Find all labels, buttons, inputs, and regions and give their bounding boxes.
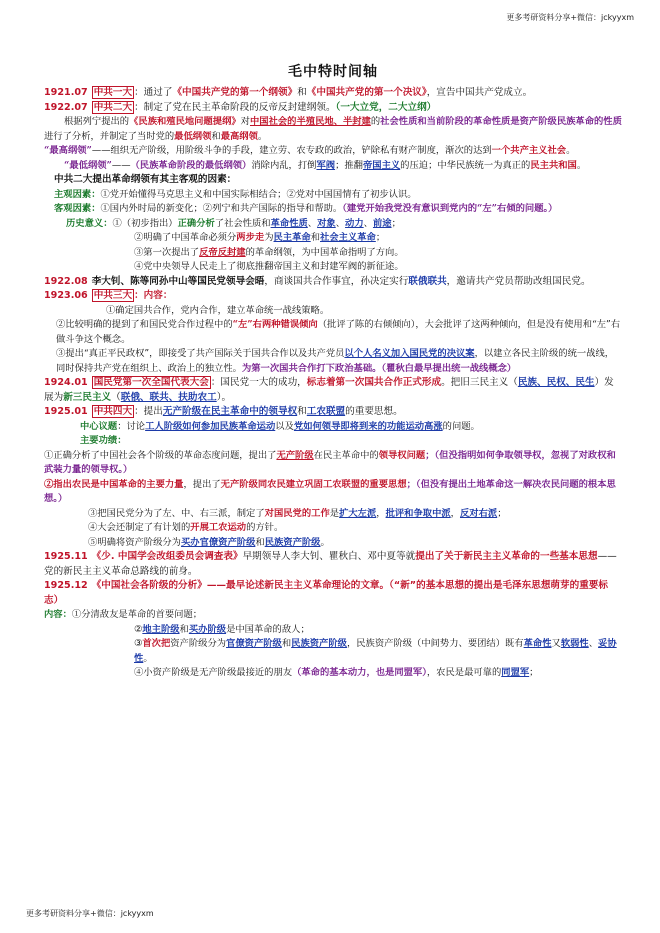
text: 以及 <box>275 420 294 432</box>
text: 和 <box>211 130 221 142</box>
text: ：通过了 <box>134 87 173 98</box>
text: 的革命纲领，为中国革命指明了方向。 <box>245 246 404 258</box>
highlight: （民族革命阶段的最低纲领） <box>130 159 252 171</box>
objective-factors <box>44 202 622 217</box>
highlight: 新三民主义 <box>63 391 112 403</box>
text: ：国民党一大的成功， <box>210 377 307 388</box>
entry-1921-07 <box>44 86 622 101</box>
analysis-content-3 <box>44 637 622 666</box>
text: 为 <box>264 232 274 243</box>
event-tag: 中共二大 <box>93 101 133 113</box>
achievement-1 <box>44 449 622 478</box>
highlight: 妥协性 <box>134 638 617 664</box>
highlight: 军阀 <box>316 159 336 171</box>
text: 。 <box>320 536 330 548</box>
highlight: 无产阶级同农民建立巩固工农联盟的重要思想 <box>220 478 407 490</box>
entry-1924-01 <box>44 376 622 405</box>
achievement-3 <box>44 507 622 522</box>
highlight: ；（但没指明如何争取领导权，忽视了对政权和武装力量的领导权。） <box>44 449 616 475</box>
text: 是 <box>329 507 340 519</box>
highlight: 一个共产主义社会 <box>491 145 567 156</box>
label: 主观因素： <box>54 188 101 200</box>
text: ：提出 <box>134 406 163 417</box>
highlight: 反帝反封建 <box>199 246 246 258</box>
text: 对 <box>240 116 250 127</box>
text: 资产阶级分为 <box>170 638 227 649</box>
highlight: “最高纲领” <box>44 145 92 156</box>
highlight: 中国社会的半殖民地、半封建 <box>249 116 371 127</box>
text: 。 <box>576 159 587 171</box>
paragraph-background <box>44 115 622 144</box>
text: ； <box>497 507 507 519</box>
highlight: 地主阶级 <box>142 623 180 635</box>
achievement-4 <box>44 521 622 536</box>
text: 消除内乱，打倒 <box>251 159 317 171</box>
text: （批评了陈的右倾倾向），大会批评了这两种倾向，但是没有使用和“左”右做斗争这个概念。 <box>56 319 621 345</box>
entry-date: 1923.06 <box>44 290 88 301</box>
highlight: 买办阶级 <box>188 623 227 635</box>
text: ——党的新民主主义革命总路线的前身。 <box>44 551 617 577</box>
highlight: （革命的基本动力，也是同盟军） <box>292 667 427 678</box>
text: 和 <box>179 623 189 635</box>
highlight: 提出了关于新民主主义革命的一些基本思想 <box>415 551 598 562</box>
text: ，提出了 <box>183 478 221 490</box>
hist-item-4: ④党中央领导人民走上了彻底推翻帝国主义和封建军阀的新征途。 <box>134 261 404 272</box>
text: ）发展为 <box>44 377 614 403</box>
text: 了社会性质和 <box>214 217 271 229</box>
text: 、 <box>363 217 373 229</box>
entry-date: 1921.07 <box>44 87 88 98</box>
highlight: 最高纲领 <box>220 130 258 142</box>
analysis-content-4 <box>44 666 622 681</box>
highlight: 社会性质和当前阶段的革命性质是资产阶级民族革命的性质 <box>380 116 622 127</box>
hist-item-3 <box>44 246 622 261</box>
highlight: 为第一次国共合作打下政治基础。 <box>241 362 382 374</box>
highlight: 软弱性 <box>560 638 589 649</box>
highlight: 无产阶级 <box>276 449 314 461</box>
entry-1925-01 <box>44 405 622 420</box>
highlight: 最低纲领 <box>174 130 212 142</box>
text: —— <box>111 159 131 171</box>
text: 。把旧三民主义（ <box>441 377 518 388</box>
highlight: 《民族和殖民地问题提纲》 <box>129 116 241 127</box>
highlight: 《中国共产党的第一个纲领》 <box>172 87 298 98</box>
text: ③提出“真正平民政权”，即接受了共产国际关于国共合作以及共产党员 <box>56 348 345 359</box>
highlight: 民主共和国 <box>530 159 577 171</box>
highlight: 扩大左派 <box>339 507 377 519</box>
text: ③把国民党分为了左、中、右三派，制定了 <box>88 507 265 519</box>
text: ②比较明确的提到了和国民党合作过程中的 <box>56 319 233 330</box>
entry-1922-08 <box>44 275 622 290</box>
text: ，民族资产阶级（中间势力、要团结）既有 <box>346 638 524 649</box>
text: ）。 <box>216 391 232 403</box>
achievements-label: 主要功绩： <box>80 435 127 446</box>
text: ——组织无产阶级，用阶级斗争的手段，建立劳、农专政的政治，铲除私有财产制度，渐次的达到 <box>91 145 492 156</box>
text: ，邀请共产党员帮助改组国民党。 <box>446 275 591 287</box>
text: ①正确分析了中国社会各个阶级的革命态度问题，提出了 <box>44 449 277 461</box>
text: 和 <box>255 536 265 548</box>
entry-date: 1922.08 <box>44 275 88 287</box>
text: ； <box>375 232 386 243</box>
highlight: 对国民党的工作 <box>264 507 330 519</box>
text: ② <box>134 623 143 635</box>
text: 根据列宁提出的 <box>64 116 130 127</box>
highlight: 前途 <box>372 217 392 229</box>
item-1: ①确定国共合作，党内合作，建立革命统一战线策略。 <box>106 304 330 316</box>
highlight: 革命性 <box>523 638 552 649</box>
text: 和 <box>297 87 307 98</box>
highlight: 《中国社会各阶级的分析》——最早论述新民主主义革命理论的文章。 <box>91 580 390 591</box>
text: 、 <box>307 217 318 229</box>
subjective-factors <box>44 188 622 203</box>
text: ，以建立各民主阶级的统一战线，同时保持共产党在组织上、政治上的独立性。 <box>56 348 615 374</box>
page-title: 毛中特时间轴 <box>288 64 378 80</box>
highlight: 民族、民权、民生 <box>517 377 595 388</box>
text: ， <box>376 507 386 519</box>
text: ，商谈国共合作事宜，孙决定实行 <box>264 275 409 287</box>
text: 。 <box>566 145 576 156</box>
highlight: ；（但没有提出土地革命这一解决农民问题的根本思想。） <box>44 478 616 504</box>
achievement-2 <box>44 478 622 507</box>
event-tag: 中共四大 <box>93 406 133 417</box>
text: ③第一次提出了 <box>134 246 200 258</box>
entry-1925-12 <box>44 579 622 608</box>
highlight: 工人阶级如何参加民族革命运动 <box>145 420 276 432</box>
event-tag: 国民党第一次全国代表大会 <box>93 377 209 388</box>
highlight: （一大立党，二大立纲） <box>335 101 437 113</box>
paragraph-max-program <box>44 144 622 159</box>
label: 历史意义： <box>66 217 113 229</box>
text: ④小资产阶级是无产阶级最接近的朋友 <box>134 667 293 678</box>
label: 中心议题 <box>80 420 118 432</box>
text: ；推翻 <box>335 159 363 171</box>
text: ①国内外时局的新变化；②列宁和共产国际的指导和帮助。 <box>100 203 343 214</box>
highlight: 党如何领导即将到来的功能运动高涨 <box>293 420 443 432</box>
text: ⑤明确将资产阶级分为 <box>88 536 181 548</box>
paragraph-min-program <box>44 159 622 174</box>
highlight: 官僚资产阶级 <box>226 638 282 649</box>
highlight: 开展工农运动 <box>190 522 247 533</box>
text: ：制定了党在民主革命阶段的反帝反封建纲领。 <box>134 101 336 113</box>
highlight: 民族资产阶级 <box>264 536 321 548</box>
entry-date: 1925.12 <box>44 580 88 591</box>
highlight: 联俄联共 <box>408 275 447 287</box>
highlight: 买办官僚资产阶级 <box>180 536 256 548</box>
text: ①党开始懂得马克思主义和中国实际相结合；②党对中国国情有了初步认识。 <box>100 188 417 200</box>
text: 早期领导人李大钊、瞿秋白、邓中夏等就 <box>242 551 416 562</box>
text: ①分清敌友是革命的首要问题； <box>71 609 203 620</box>
highlight: 《少. 中国学会改组委员会调查表》 <box>91 551 243 562</box>
text: ，农民是最可靠的 <box>426 667 502 678</box>
entry-1922-07 <box>44 101 622 116</box>
highlight: 民主革命 <box>273 232 311 243</box>
text: 、 <box>335 217 346 229</box>
highlight: 动力 <box>345 217 364 229</box>
text: 。 <box>143 652 153 664</box>
event-tag: 中共三大 <box>93 290 133 301</box>
highlight: 无产阶级在民主革命中的领导权 <box>162 406 298 417</box>
highlight: 正确分析 <box>177 217 215 229</box>
item-2 <box>44 318 622 347</box>
analysis-content-2 <box>44 623 622 638</box>
text: 又 <box>551 638 561 649</box>
highlight: 革命性质 <box>270 217 308 229</box>
text: 在民主革命中的 <box>313 449 379 461</box>
highlight: “左”右两种错误倾向 <box>232 319 318 330</box>
footer-contact: 更多考研资料分享+微信：jckyyxm <box>26 909 154 918</box>
highlight: 以个人名义加入国民党的决议案 <box>344 348 475 359</box>
highlight: 工农联盟 <box>306 406 346 417</box>
text: ：讨论 <box>117 420 146 432</box>
text: 的问题。 <box>442 420 480 432</box>
text: 的方针。 <box>246 522 284 533</box>
highlight: 社会主义革命 <box>320 232 376 243</box>
item-3 <box>44 347 622 376</box>
entry-1925-11 <box>44 550 622 579</box>
text: ①（初步指出） <box>112 217 178 229</box>
highlight: 两步走 <box>236 232 265 243</box>
hist-item-2 <box>44 231 622 246</box>
text: 的压迫；中华民族统一为真正的 <box>400 159 531 171</box>
entry-date: 1925.01 <box>44 406 88 417</box>
text: 的 <box>370 116 381 127</box>
label: ：内容： <box>134 290 173 301</box>
text: ②明确了中国革命必须分 <box>134 232 237 243</box>
factors-heading: 中共二大提出革命纲领有其主客观的因素： <box>54 174 237 185</box>
text: 和 <box>281 638 292 649</box>
entry-1923-06 <box>44 289 622 304</box>
document-body <box>44 62 622 681</box>
central-topic <box>44 420 622 435</box>
text: ； <box>529 667 539 678</box>
entry-date: 1924.01 <box>44 377 88 388</box>
highlight: 对象 <box>317 217 336 229</box>
analysis-content-1 <box>44 608 622 623</box>
highlight: 反对右派 <box>459 507 498 519</box>
text: ③ <box>134 638 143 649</box>
highlight: “最低纲领” <box>64 159 112 171</box>
label: 内容： <box>44 609 72 620</box>
highlight: 同盟军 <box>501 667 530 678</box>
entry-date: 1925.11 <box>44 551 88 562</box>
highlight: 领导权问题 <box>378 449 426 461</box>
highlight: （“新”的基本思想的提出是毛泽东思想萌芽的重要标志） <box>44 580 608 606</box>
text: ④大会还制定了有计划的 <box>88 522 191 533</box>
highlight: 联俄、联共、扶助农工 <box>120 391 217 403</box>
text: 进行了分析，并制定了当时党的 <box>44 130 175 142</box>
text: 和 <box>297 406 307 417</box>
highlight: 批评和争取中派 <box>385 507 451 519</box>
text: ， <box>450 507 460 519</box>
text: 是中国革命的敌人； <box>226 623 310 635</box>
achievement-5 <box>44 536 622 551</box>
highlight: 帝国主义 <box>362 159 401 171</box>
historical-significance <box>44 217 622 232</box>
text: 的重要思想。 <box>345 406 403 417</box>
label: 客观因素： <box>54 203 101 214</box>
highlight: （建党开始我党没有意识到党内的“左”右倾的问题。） <box>342 203 558 214</box>
entry-date: 1922.07 <box>44 101 88 113</box>
text: 和 <box>310 232 321 243</box>
header-contact: 更多考研资料分享+微信：jckyyxm <box>506 13 634 22</box>
text: ； <box>391 217 401 229</box>
highlight: 首次把 <box>142 638 171 649</box>
text: （ <box>111 391 121 403</box>
highlight: 李大钊、陈等同孙中山等国民党领导会晤 <box>91 275 265 287</box>
text: ，宣告中国共产党成立。 <box>426 87 533 98</box>
highlight: （瞿秋白最早提出统一战线概念） <box>381 362 517 374</box>
highlight: 标志着第一次国共合作正式形成 <box>306 377 442 388</box>
text: 。 <box>257 130 268 142</box>
highlight: 民族资产阶级 <box>291 638 347 649</box>
event-tag: 中共一大 <box>93 87 133 98</box>
text: 、 <box>588 638 599 649</box>
highlight: 《中国共产党的第一个决议》 <box>306 87 427 98</box>
highlight: ②指出农民是中国革命的主要力量 <box>44 478 184 490</box>
